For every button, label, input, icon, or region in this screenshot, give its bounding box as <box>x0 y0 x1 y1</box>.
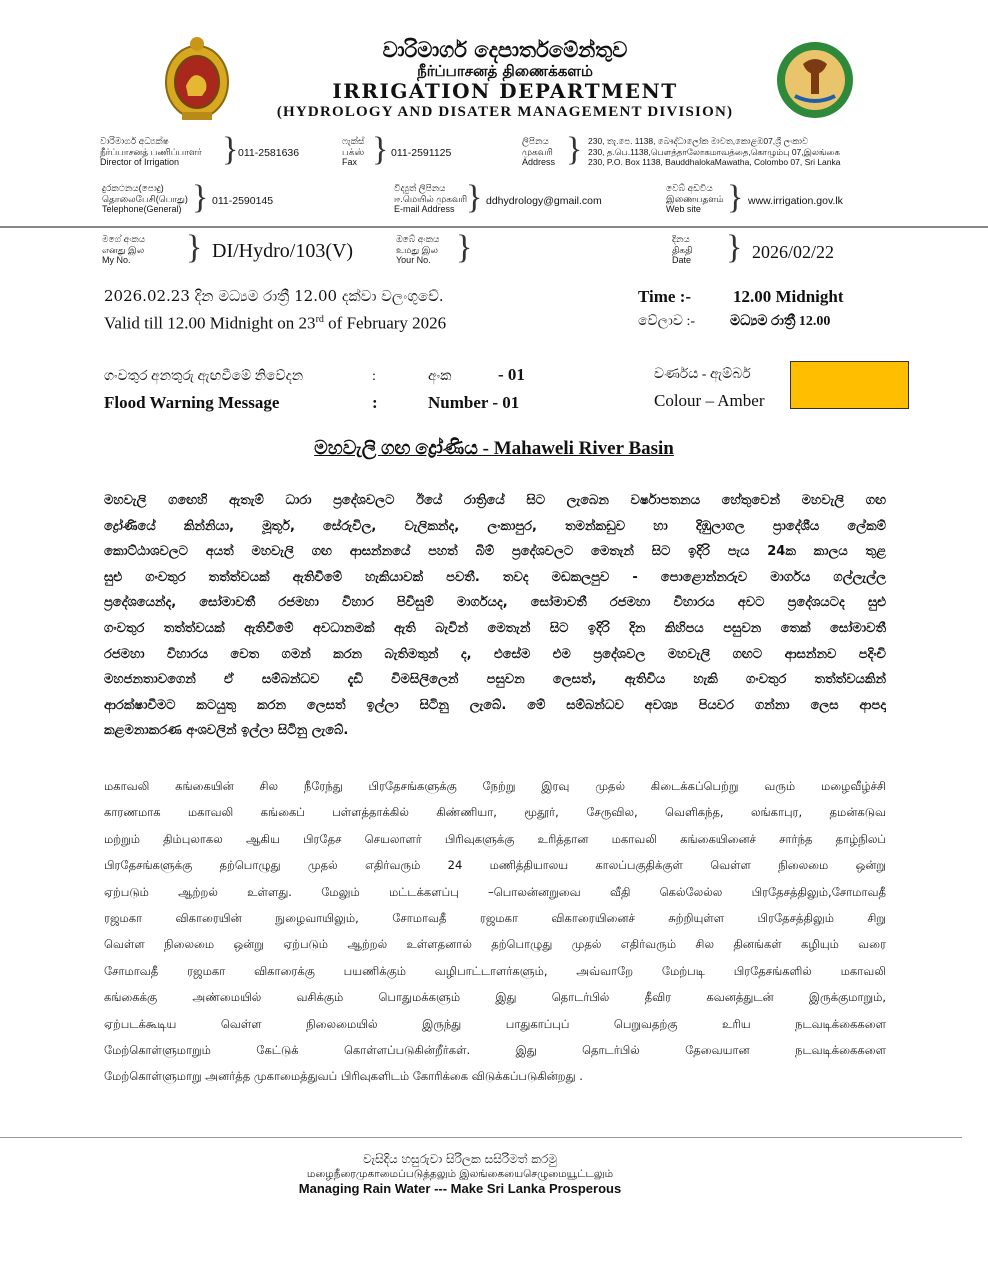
paragraph-line: கங்கைக்கு அண்மையில் வசிக்கும் பொதுமக்களும் இது தொடர்பில் தீவிர கவனத்துடன் இருக்குமாறும், <box>104 990 886 1005</box>
paragraph-line: ගංවතුර තත්ත්වයක් ඇතිවීමේ අවධානමක් ඇති බැවින් මෙතැන් සිට ඉදිරි දින කිහිපය පසුවන තෙක් සෝමාවතී <box>104 620 886 636</box>
paragraph-line: කළමනාකරණ අංශවලින් ඉල්ලා සිටිනු ලැබේ. <box>104 723 349 739</box>
paragraph-line: மேற்கொள்ளுமாறு அனர்த்த முகாமைத்துவப் பிரிவுகளிடம் கோரிக்கை விடுக்கப்படுகின்றது . <box>104 1069 583 1084</box>
division-title: (HYDROLOGY AND DISATER MANAGEMENT DIVISION) <box>276 104 734 120</box>
fax-label: ෆැක්ස් பக்ஸ் Fax <box>342 136 365 167</box>
paragraph-line: ஏற்படும் ஆற்றல் உள்ளது. மேலும் மட்டக்களப்பு –பொலன்னறுவை வீதி கெல்லேல்ல பிரதேசத்திலும்,சோமாவதீ <box>104 884 886 899</box>
paragraph-line: மேற்கொள்ளுமாறும் கேட்டுக் கொள்ளப்படுகின்றீர்கள். இது தொடர்பில் தேவையான நடவடிக்கைகளை <box>104 1043 886 1058</box>
paragraph-line: சோமாவதீ ரஜமகா விகாரைக்கு பயணிக்கும் வழிபாட்டாளர்களும், அவ்வாறே மேற்படி பிரதேசங்களில் மகாவலி <box>104 963 886 978</box>
paragraph-line: மற்றும் திம்புலாகல ஆகிய பிரதேச செயலாளர் பிரிவுகளுக்கு உரித்தான மகாவலி கங்கையினைச் சார்ந்த தாழ்நிலப் <box>104 831 886 846</box>
address-label: ලිපිනය முகவரி Address <box>522 136 556 167</box>
footer-tamil: மழைநீரைமுகாமைப்படுத்தலும் இலங்கையைசெழுமையூட்டலும் <box>306 1168 614 1180</box>
date-value: 2026/02/22 <box>752 242 835 262</box>
header-divider <box>0 226 988 228</box>
director-label: වාරිමාර්ග අධ්‍යක්ෂ நீர்ப்பாசனத் பணிப்பாளர் Director of Irrigation <box>100 136 202 167</box>
paragraph-line: வெள்ள நிலைமை ஒன்று ஏற்படும் ஆற்றல் உள்ளதனால் தற்பொழுது முதல் எதிர்வரும் சில தினங்கள் கழியும் வரை <box>104 937 886 952</box>
validity-sinhala: 2026.02.23 දින මධ්‍යම රාත්‍රී 12.00 දක්වා වලංගුවේ. <box>104 287 444 305</box>
paragraph-line: ද්‍රෝණියේ කින්නියා, මූතූර්, සේරුවිල, වැලිකන්ද, ලංකාපුර, තමන්කඩුව හා දිඹුලාගල ප්‍රාදේශීය ලේකම් <box>104 518 886 534</box>
telephone-number: 011-2590145 <box>212 195 274 207</box>
paragraph-line: රජමහා විහාරය වෙත ගමන් කරන බැතිමතුන් ද, එසේම එම ප්‍රදේශවල මහවැලි ගඟට ආසන්නව පදිංචි <box>104 646 886 662</box>
paragraph-line: காரணமாக மகாவலி கங்கைப் பள்ளத்தாக்கில் கிண்ணியா, மூதூர், சேருவில, வெளிகந்த, லங்காபுர, தமன்கடுவ <box>104 805 886 820</box>
brace: } <box>222 131 239 168</box>
email-link[interactable]: ddhydrology@gmail.com <box>486 195 602 207</box>
footer-sinhala: වැසිදිය හසුරුවා සිරිලක සසිරිමත් කරමු <box>363 1152 557 1166</box>
brace: } <box>726 229 743 266</box>
brace: } <box>566 131 583 168</box>
footer-english: Managing Rain Water --- Make Sri Lanka Prosperous <box>298 1181 622 1196</box>
paragraph-line: ආරක්ෂාවීමට කටයුතු කරන ලෙසත් ඉල්ලා සිටිනු ලැබේ. මේ සම්බන්ධව අවශ්‍ය පියවර ගන්නා ලෙස ආපදා <box>104 697 886 713</box>
paragraph-line: ප්‍රදේශයෙන්ද, සෝමාවතී රජමහා විහාර පිවිසුම් මාර්ගයද, සෝමාවතී රජමහා විහාරය අවට ප්‍රදේශයටද සුළු <box>104 595 886 611</box>
web-label: වෙබ් අඩවිය இணையதளம் Web site <box>666 183 724 214</box>
paragraph-line: සුළු ගංවතුර තත්ත්වයක් ඇතිවීමේ හැකියාවක් පවතී. තවද මඩකලපුව - පොළොන්නරුව මාර්ගය ගල්ලැල්ල <box>104 569 886 585</box>
paragraph-line: மகாவலி கங்கையின் சில நீரேந்து பிரதேசங்களுக்கு நேற்று இரவு முதல் கிடைக்கப்பெற்று வரும் மழைவீழ்ச்சி <box>104 779 886 793</box>
paragraph-line: ரஜமகா விகாரையின் நுழைவாயிலும், சோமாவதீ ரஜமகா விகாரையினைச் சுற்றியுள்ள பிரதேசத்திலும் சிறு <box>104 911 886 926</box>
tamil-body <box>104 773 886 1090</box>
paragraph-line: මහජනතාවගෙන් ඒ සම්බන්ධව දැඩි විමසිලිලෙන් පසුවන ලෙසත්, ඇතිවිය හැකි ගංවතුර තත්ත්වයකින් <box>104 672 886 688</box>
title-english: IRRIGATION DEPARTMENT <box>332 79 678 103</box>
colour-block: වර්ණය - ඇම්බර් Colour – Amber <box>654 367 765 410</box>
brace: } <box>727 179 744 216</box>
warning-block: ගංවතුර අනතුරු ඇඟවීමේ නිවේදන : අංක - 01 Flood Warning Message : Number - 01 <box>104 365 525 412</box>
validity-english: Valid till 12.00 Midnight on 23rd of February 2026 <box>104 313 447 333</box>
paragraph-line: பிரதேசங்களுக்கு தற்பொழுது முதல் எதிர்வரும் 24 மணித்தியாலய காலப்பகுதிக்குள் வெள்ள நிலைமை ஒன்று <box>104 858 886 873</box>
brace: } <box>466 179 483 216</box>
director-phone: 011-2581636 <box>238 147 300 159</box>
amber-colour-swatch <box>790 361 909 409</box>
irrigation-department-logo <box>773 40 857 120</box>
paragraph-line: කොට්ඨාශවලට අයත් මහවැලි ගඟ ආසන්නයේ පහත් බිම් ප්‍රදේශවලට මෙතැන් සිට ඉදිරි පැය 24ක කාලය තුළ <box>104 544 886 560</box>
footer-divider <box>0 1137 962 1138</box>
time-block: Time :- 12.00 Midnight වේලාව :- මධ්‍යම රාත්‍රී 12.00 <box>638 287 844 329</box>
brace: } <box>192 179 209 216</box>
validity-block <box>104 284 446 336</box>
brace: } <box>372 131 389 168</box>
telephone-label: දුරකථනය(පොදු) தொலைபேசி(பொது) Telephone(General) <box>102 183 188 214</box>
brace: } <box>456 229 473 266</box>
fax-number: 011-2591125 <box>391 147 452 159</box>
my-no-value: DI/Hydro/103(V) <box>212 240 354 262</box>
your-no-label: ඔබේ අංකය உமது இல Your No. <box>396 234 440 265</box>
basin-title: මහවැලි ගඟ ද්‍රෝණිය - Mahaweli River Basin <box>314 438 674 459</box>
paragraph-line: මහවැලි ගඟෙහි ඇතැම් ධාරා ප්‍රදේශවලට ඊයේ රාත්‍රියේ සිට ලැබෙන වර්ෂාපතනය හේතුවෙන් මහවැලි ගඟ <box>104 493 886 508</box>
address-value: 230, තැ.පෙ. 1138, බෞද්ධාලෝක මාවත,කොළඹ07,ශ්‍රී ලංකාව 230, த.பெ.1138,பௌத்தாலோகமாவத்தை,கொழும்பு 07,இலங்கை 230, P.O. Box 1138, BauddhalokaMawatha, Colombo 07, Sri Lanka <box>588 136 841 167</box>
title-tamil: நீர்ப்பாசனத் திணைக்களம் <box>417 62 593 80</box>
sinhala-body <box>104 488 886 744</box>
date-label: දිනය திகதி Date <box>672 234 693 265</box>
website-link[interactable]: www.irrigation.gov.lk <box>748 195 843 207</box>
sri-lanka-emblem-logo <box>162 34 232 122</box>
brace: } <box>186 229 203 266</box>
title-sinhala: වාරිමාර්ග දෙපාර්තමේන්තුව <box>382 38 628 62</box>
email-label: විද්‍යුත් ලිපිනය ஈ.மெயில் முகவரி E-mail Address <box>394 183 468 214</box>
paragraph-line: ஏற்படக்கூடிய வெள்ள நிலைமையில் இருந்து பாதுகாப்புப் பெறுவதற்கு உரிய நடவடிக்கைகளை <box>104 1016 886 1031</box>
my-no-label: මගේ අංකය எனது இல My No. <box>102 234 146 265</box>
